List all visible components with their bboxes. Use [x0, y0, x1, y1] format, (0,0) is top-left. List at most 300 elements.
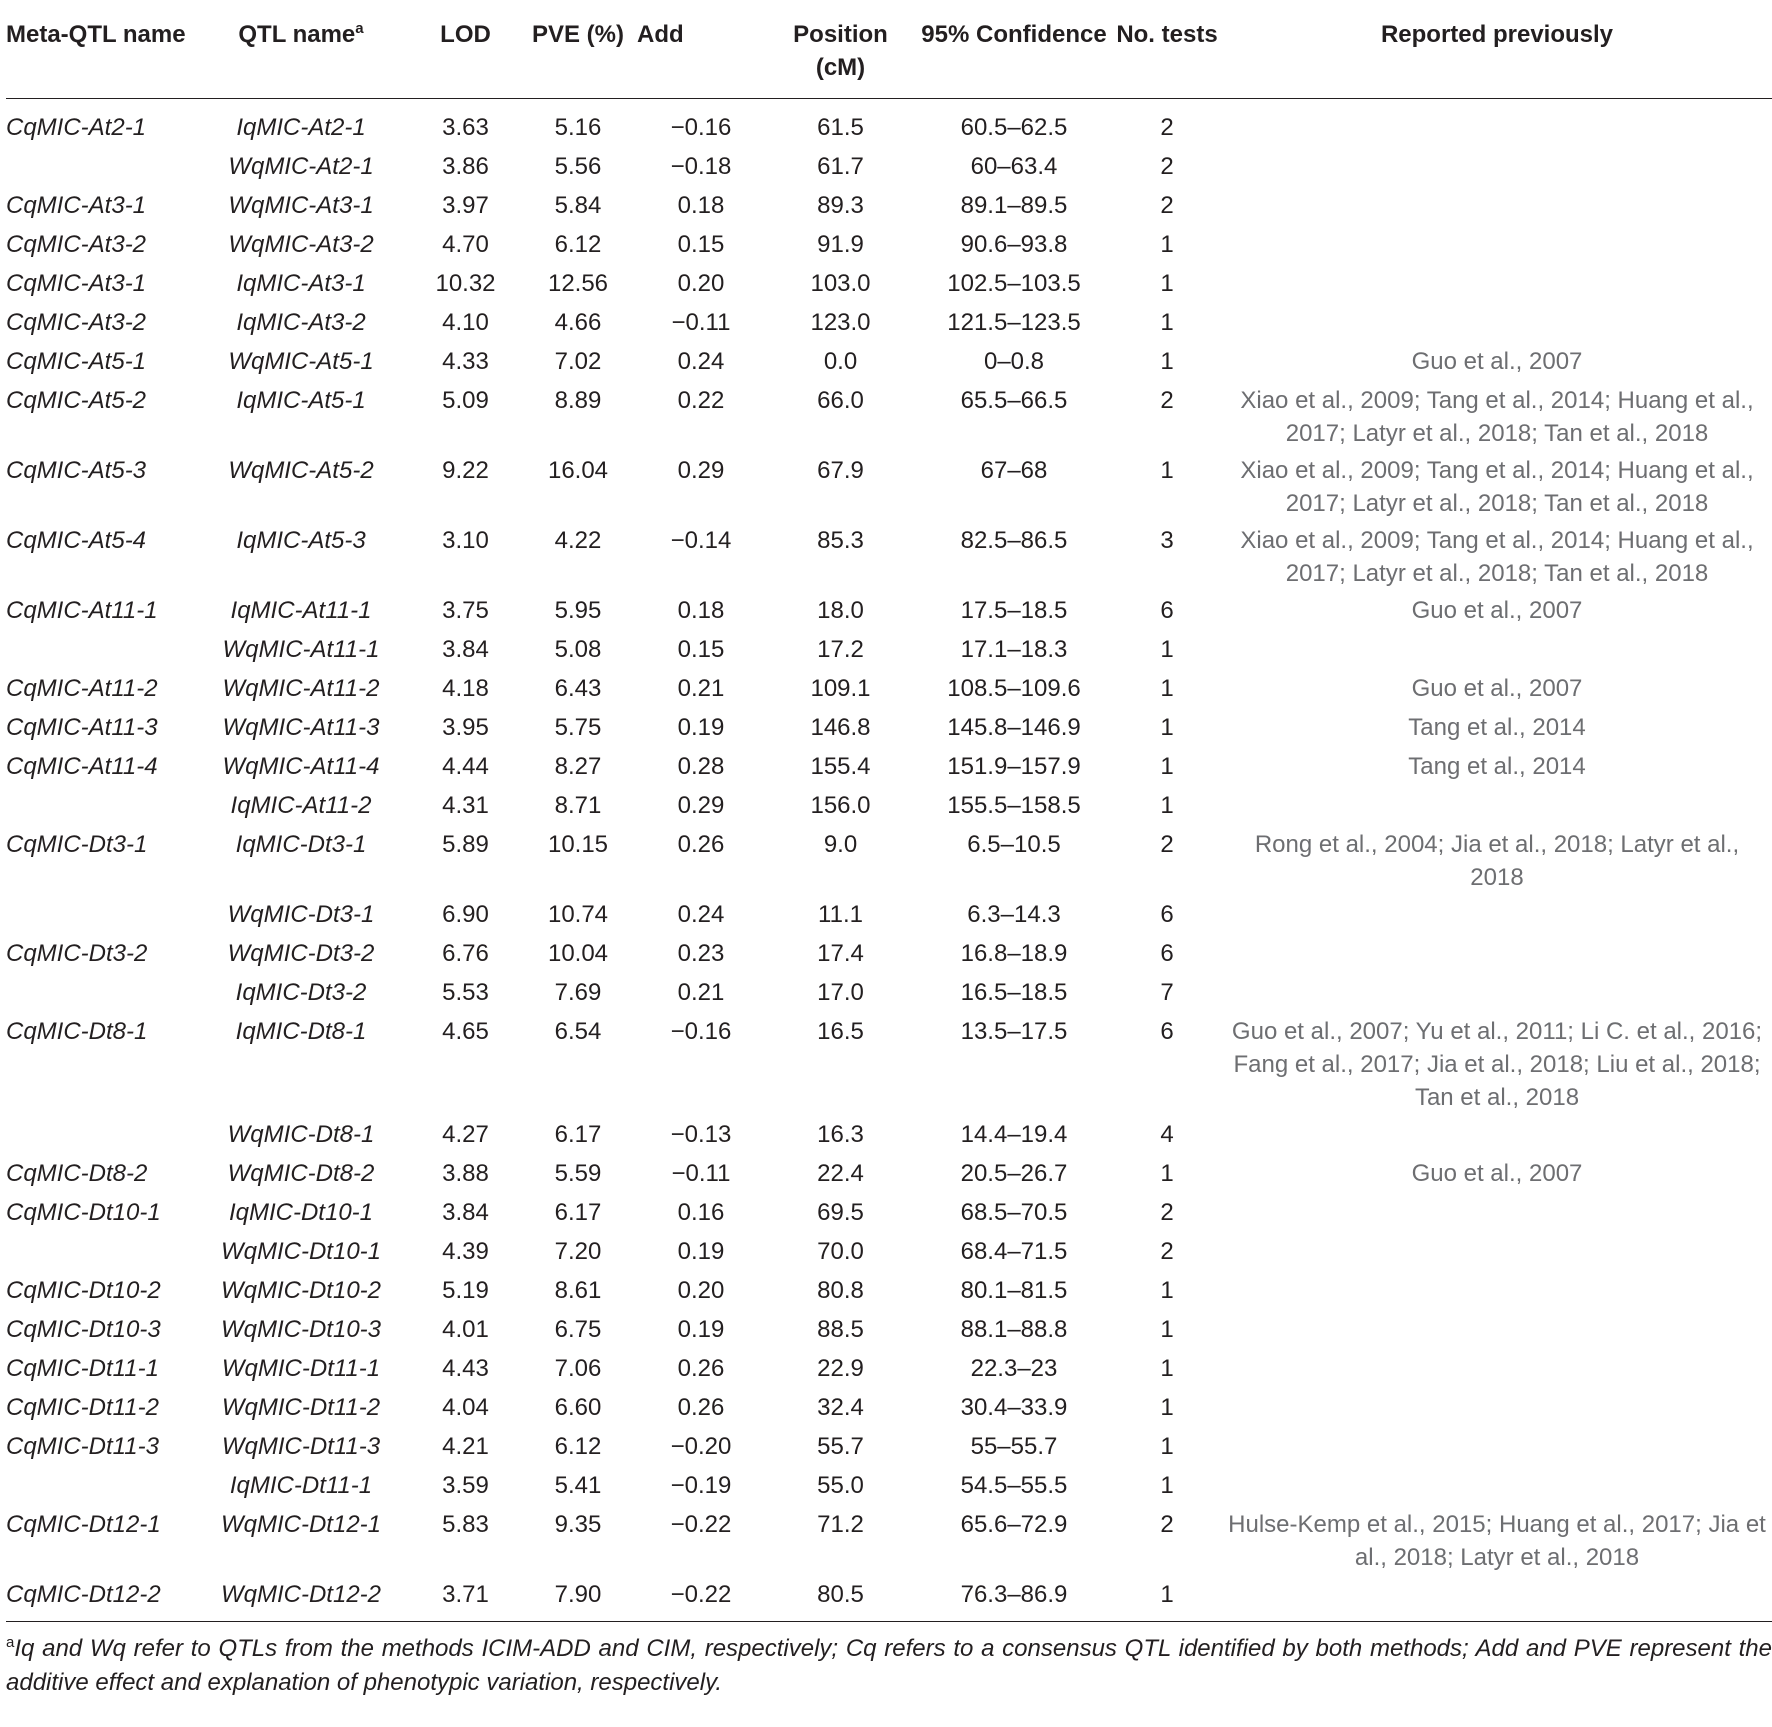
cell-meta-qtl-name	[6, 1233, 190, 1272]
header-qtl-name: QTL name$^a$	[190, 0, 412, 99]
table-row	[6, 452, 1772, 522]
table-row	[6, 1467, 1772, 1506]
cell-reported-previously: Tang et al., 2014	[1408, 753, 1586, 780]
cell-reported-previously	[1222, 148, 1772, 187]
cell-no-tests: 1	[1160, 231, 1174, 258]
cell-confidence: 82.5–86.5	[960, 527, 1068, 554]
cell-meta-qtl-name	[6, 974, 190, 1013]
cell-add: 0.19	[677, 1238, 725, 1265]
cell-meta-qtl-name	[6, 787, 190, 826]
cell-add: −0.13	[670, 1121, 732, 1148]
cell-qtl-name: WqMIC-Dt12-1	[220, 1511, 382, 1538]
cell-position: 55.7	[817, 1433, 864, 1460]
cell-lod: 3.84	[442, 636, 489, 663]
cell-meta-qtl-name: CqMIC-Dt3-2	[6, 940, 148, 967]
cell-lod: 4.65	[442, 1018, 489, 1045]
cell-add: 0.23	[677, 940, 725, 967]
cell-pve: 5.16	[554, 114, 602, 141]
cell-qtl-name: IqMIC-At11-2	[230, 792, 372, 819]
table-footnote	[6, 1632, 1772, 1700]
cell-position: 89.3	[817, 192, 864, 219]
cell-meta-qtl-name: CqMIC-Dt11-1	[6, 1355, 159, 1382]
footnote-text: Iq and Wq refer to QTLs from the methods ICIM-ADD and CIM, respectively; Cq refers to a consensus QTL identified by both methods; Add and PVE represent the additive effect and explanation of phenotypic variation, respectively.	[6, 1635, 1772, 1696]
cell-add: 0.24	[677, 901, 725, 928]
cell-no-tests: 6	[1160, 597, 1174, 624]
cell-no-tests: 2	[1160, 831, 1174, 858]
cell-qtl-name: IqMIC-At11-1	[230, 597, 372, 624]
cell-confidence: 67–68	[980, 457, 1048, 484]
header-confidence: 95% Confidence	[916, 0, 1112, 99]
cell-lod: 4.18	[442, 675, 489, 702]
cell-meta-qtl-name: CqMIC-At5-1	[6, 348, 147, 375]
cell-add: −0.22	[670, 1511, 732, 1538]
cell-no-tests: 7	[1160, 979, 1174, 1006]
cell-confidence: 65.6–72.9	[960, 1511, 1068, 1538]
table-row	[6, 709, 1772, 748]
cell-meta-qtl-name: CqMIC-At3-1	[6, 270, 147, 297]
cell-pve: 8.71	[554, 792, 602, 819]
cell-lod: 9.22	[442, 457, 489, 484]
cell-lod: 5.09	[442, 387, 489, 414]
cell-no-tests: 1	[1160, 270, 1174, 297]
cell-pve: 10.15	[547, 831, 609, 858]
cell-reported-previously: Guo et al., 2007; Yu et al., 2011; Li C. et al., 2016; Fang et al., 2017; Jia et al., 2018; Liu et al., 2018; Tan et al., 2018	[1231, 1018, 1763, 1111]
cell-meta-qtl-name: CqMIC-At5-3	[6, 457, 147, 484]
cell-meta-qtl-name: CqMIC-At2-1	[6, 114, 147, 141]
cell-meta-qtl-name	[6, 1467, 190, 1506]
cell-add: −0.22	[637, 1576, 765, 1622]
cell-confidence: 80.1–81.5	[960, 1277, 1068, 1304]
cell-qtl-name: IqMIC-Dt10-1	[228, 1199, 374, 1226]
table-row	[6, 1155, 1772, 1194]
cell-meta-qtl-name: CqMIC-At3-2	[6, 231, 147, 258]
cell-add: 0.22	[677, 387, 725, 414]
cell-meta-qtl-name: CqMIC-At3-1	[6, 192, 147, 219]
cell-lod: 4.70	[442, 231, 489, 258]
cell-pve: 5.59	[554, 1160, 602, 1187]
cell-confidence: 0–0.8	[983, 348, 1045, 375]
cell-reported-previously	[1222, 1350, 1772, 1389]
cell-no-tests: 2	[1160, 114, 1174, 141]
cell-reported-previously	[1222, 99, 1772, 149]
cell-lod: 4.33	[442, 348, 489, 375]
cell-meta-qtl-name	[6, 631, 190, 670]
table-row	[6, 896, 1772, 935]
cell-pve: 7.20	[554, 1238, 602, 1265]
cell-position: 85.3	[817, 527, 864, 554]
cell-pve: 8.27	[554, 753, 602, 780]
cell-position: 17.2	[817, 636, 864, 663]
table-row	[6, 592, 1772, 631]
cell-qtl-name: IqMIC-At2-1	[236, 114, 366, 141]
cell-pve: 9.35	[554, 1511, 602, 1538]
cell-add: 0.19	[677, 714, 725, 741]
cell-reported-previously: Guo et al., 2007	[1411, 675, 1583, 702]
cell-pve: 5.84	[554, 192, 602, 219]
cell-confidence: 88.1–88.8	[960, 1316, 1068, 1343]
cell-position: 70.0	[817, 1238, 864, 1265]
cell-confidence: 20.5–26.7	[960, 1160, 1068, 1187]
cell-no-tests: 1	[1160, 1355, 1174, 1382]
cell-meta-qtl-name: CqMIC-Dt3-1	[6, 831, 148, 858]
cell-lod: 4.04	[442, 1394, 489, 1421]
header-no-tests: No. tests	[1112, 0, 1222, 99]
cell-position: 156.0	[810, 792, 871, 819]
cell-qtl-name: IqMIC-At5-1	[236, 387, 366, 414]
cell-add: 0.18	[677, 192, 725, 219]
cell-no-tests: 1	[1160, 1472, 1174, 1499]
cell-add: 0.28	[677, 753, 725, 780]
cell-no-tests: 1	[1160, 636, 1174, 663]
cell-pve: 8.89	[554, 387, 602, 414]
table-row	[6, 1576, 1772, 1622]
table-row	[6, 522, 1772, 592]
cell-position: 91.9	[817, 231, 864, 258]
cell-qtl-name: WqMIC-Dt8-1	[227, 1121, 375, 1148]
table-row	[6, 787, 1772, 826]
table-row	[6, 631, 1772, 670]
cell-qtl-name: WqMIC-At3-2	[228, 231, 374, 258]
cell-meta-qtl-name: CqMIC-Dt11-2	[6, 1394, 159, 1421]
cell-qtl-name: WqMIC-At5-1	[228, 348, 374, 375]
header-position: Position (cM)	[765, 0, 916, 99]
cell-lod: 3.10	[442, 527, 489, 554]
header-add: Add	[637, 0, 765, 99]
table-row	[6, 826, 1772, 896]
cell-pve: 7.06	[554, 1355, 602, 1382]
cell-lod: 4.21	[442, 1433, 489, 1460]
cell-confidence: 68.5–70.5	[960, 1199, 1068, 1226]
cell-add: 0.29	[677, 457, 725, 484]
cell-no-tests: 1	[1160, 1277, 1174, 1304]
cell-reported-previously	[1222, 265, 1772, 304]
cell-meta-qtl-name: CqMIC-At11-4	[6, 753, 158, 780]
cell-confidence: 22.3–23	[970, 1355, 1058, 1382]
cell-add: 0.29	[677, 792, 725, 819]
cell-pve: 5.75	[554, 714, 602, 741]
cell-reported-previously: Xiao et al., 2009; Tang et al., 2014; Huang et al., 2017; Latyr et al., 2018; Tan et al., 2018	[1240, 527, 1754, 587]
cell-position: 80.8	[817, 1277, 864, 1304]
cell-qtl-name: WqMIC-Dt11-3	[221, 1433, 381, 1460]
cell-position: 155.4	[810, 753, 871, 780]
cell-pve: 7.02	[554, 348, 602, 375]
cell-confidence: 121.5–123.5	[947, 309, 1081, 336]
cell-reported-previously: Guo et al., 2007	[1411, 597, 1583, 624]
cell-qtl-name: WqMIC-Dt12-2	[190, 1576, 412, 1622]
cell-no-tests: 1	[1160, 792, 1174, 819]
cell-pve: 6.17	[554, 1199, 602, 1226]
table-row	[6, 148, 1772, 187]
cell-qtl-name: WqMIC-Dt11-2	[221, 1394, 381, 1421]
cell-confidence: 68.4–71.5	[960, 1238, 1068, 1265]
cell-reported-previously	[1222, 1272, 1772, 1311]
cell-pve: 5.56	[554, 153, 602, 180]
cell-add: 0.15	[677, 231, 725, 258]
cell-confidence: 155.5–158.5	[947, 792, 1081, 819]
cell-reported-previously	[1222, 1194, 1772, 1233]
cell-meta-qtl-name: CqMIC-Dt10-2	[6, 1277, 161, 1304]
cell-meta-qtl-name: CqMIC-Dt8-2	[6, 1160, 148, 1187]
cell-pve: 5.41	[554, 1472, 602, 1499]
header-pve: PVE (%)	[519, 0, 637, 99]
cell-confidence: 55–55.7	[970, 1433, 1058, 1460]
table-row	[6, 99, 1772, 149]
cell-position: 71.2	[817, 1511, 864, 1538]
cell-qtl-name: IqMIC-At5-3	[236, 527, 366, 554]
cell-reported-previously	[1222, 974, 1772, 1013]
cell-no-tests: 1	[1160, 348, 1174, 375]
cell-lod: 3.86	[442, 153, 489, 180]
cell-no-tests: 1	[1160, 309, 1174, 336]
cell-no-tests: 2	[1160, 387, 1174, 414]
cell-pve: 5.95	[554, 597, 602, 624]
cell-qtl-name: WqMIC-Dt10-3	[220, 1316, 382, 1343]
cell-position: 18.0	[817, 597, 864, 624]
cell-confidence: 65.5–66.5	[960, 387, 1068, 414]
cell-lod: 3.95	[442, 714, 489, 741]
cell-reported-previously	[1222, 187, 1772, 226]
cell-position: 17.4	[817, 940, 864, 967]
cell-no-tests: 1	[1160, 753, 1174, 780]
cell-qtl-name: WqMIC-Dt10-1	[220, 1238, 382, 1265]
cell-qtl-name: WqMIC-At2-1	[228, 153, 374, 180]
table-row	[6, 1013, 1772, 1116]
cell-reported-previously: Xiao et al., 2009; Tang et al., 2014; Huang et al., 2017; Latyr et al., 2018; Tan et al., 2018	[1240, 457, 1754, 517]
cell-position: 17.0	[817, 979, 864, 1006]
cell-pve: 5.08	[554, 636, 602, 663]
cell-lod: 5.89	[442, 831, 489, 858]
cell-no-tests: 2	[1160, 153, 1174, 180]
cell-reported-previously	[1222, 1576, 1772, 1622]
cell-position: 146.8	[810, 714, 871, 741]
cell-lod: 3.75	[442, 597, 489, 624]
cell-pve: 6.75	[554, 1316, 602, 1343]
table-row	[6, 974, 1772, 1013]
cell-no-tests: 2	[1160, 1511, 1174, 1538]
cell-reported-previously	[1222, 304, 1772, 343]
cell-position: 109.1	[810, 675, 871, 702]
cell-reported-previously	[1222, 1467, 1772, 1506]
cell-position: 67.9	[817, 457, 864, 484]
cell-pve: 16.04	[547, 457, 609, 484]
cell-confidence: 14.4–19.4	[960, 1121, 1068, 1148]
cell-confidence: 151.9–157.9	[947, 753, 1081, 780]
cell-qtl-name: IqMIC-Dt11-1	[229, 1472, 373, 1499]
table-row	[6, 1233, 1772, 1272]
table-row	[6, 1311, 1772, 1350]
cell-lod: 6.90	[442, 901, 489, 928]
cell-confidence: 16.5–18.5	[960, 979, 1068, 1006]
cell-lod: 4.43	[442, 1355, 489, 1382]
cell-lod: 4.10	[442, 309, 489, 336]
cell-lod: 5.53	[442, 979, 489, 1006]
cell-reported-previously: Guo et al., 2007	[1411, 1160, 1583, 1187]
cell-no-tests: 4	[1160, 1121, 1174, 1148]
cell-meta-qtl-name: CqMIC-At11-3	[6, 714, 158, 741]
cell-position: 103.0	[810, 270, 871, 297]
cell-reported-previously: Hulse-Kemp et al., 2015; Huang et al., 2017; Jia et al., 2018; Latyr et al., 2018	[1228, 1511, 1766, 1571]
cell-no-tests: 6	[1160, 1018, 1174, 1045]
cell-lod: 4.27	[442, 1121, 489, 1148]
cell-qtl-name: WqMIC-Dt8-2	[227, 1160, 375, 1187]
cell-add: 0.26	[677, 1355, 725, 1382]
cell-lod: 3.59	[442, 1472, 489, 1499]
cell-pve: 8.61	[554, 1277, 602, 1304]
table-row	[6, 1272, 1772, 1311]
cell-qtl-name: WqMIC-At11-3	[222, 714, 380, 741]
cell-position: 11.1	[818, 901, 863, 928]
table-row	[6, 1506, 1772, 1576]
cell-qtl-name: IqMIC-Dt8-1	[235, 1018, 367, 1045]
cell-lod: 10.32	[435, 270, 496, 297]
cell-reported-previously	[1222, 1233, 1772, 1272]
cell-no-tests: 2	[1160, 192, 1174, 219]
cell-add: 0.21	[677, 979, 725, 1006]
cell-qtl-name: WqMIC-At11-1	[222, 636, 380, 663]
cell-pve: 12.56	[547, 270, 609, 297]
cell-qtl-name: IqMIC-At3-2	[236, 309, 366, 336]
cell-reported-previously	[1222, 787, 1772, 826]
cell-meta-qtl-name: CqMIC-Dt10-3	[6, 1316, 161, 1343]
cell-add: 0.21	[677, 675, 725, 702]
cell-meta-qtl-name: CqMIC-Dt10-1	[6, 1199, 161, 1226]
cell-no-tests: 1	[1160, 1160, 1174, 1187]
cell-reported-previously: Rong et al., 2004; Jia et al., 2018; Latyr et al., 2018	[1254, 831, 1740, 891]
cell-meta-qtl-name: CqMIC-At11-2	[6, 675, 158, 702]
cell-qtl-name: WqMIC-Dt10-2	[220, 1277, 382, 1304]
cell-add: −0.11	[671, 309, 731, 336]
cell-reported-previously	[1222, 631, 1772, 670]
cell-position: 22.4	[817, 1160, 864, 1187]
cell-position: 16.3	[817, 1121, 864, 1148]
cell-position: 88.5	[817, 1316, 864, 1343]
table-row	[6, 1428, 1772, 1467]
cell-qtl-name: IqMIC-Dt3-1	[235, 831, 367, 858]
cell-add: 0.20	[677, 1277, 725, 1304]
cell-pve: 6.60	[554, 1394, 602, 1421]
cell-position: 55.0	[817, 1472, 864, 1499]
cell-no-tests: 2	[1160, 1238, 1174, 1265]
cell-confidence: 16.8–18.9	[960, 940, 1068, 967]
cell-pve: 6.43	[554, 675, 602, 702]
cell-add: −0.14	[670, 527, 732, 554]
cell-confidence: 17.1–18.3	[960, 636, 1068, 663]
cell-no-tests: 1	[1160, 1394, 1174, 1421]
cell-pve: 10.04	[547, 940, 609, 967]
cell-position: 9.0	[823, 831, 858, 858]
cell-qtl-name: WqMIC-Dt3-2	[227, 940, 375, 967]
cell-no-tests: 6	[1160, 940, 1174, 967]
header-meta-qtl-name: Meta-QTL name	[6, 0, 190, 99]
cell-meta-qtl-name	[6, 1116, 190, 1155]
cell-position: 61.5	[817, 114, 864, 141]
cell-lod: 3.71	[412, 1576, 519, 1622]
cell-add: −0.19	[670, 1472, 732, 1499]
cell-reported-previously: Tang et al., 2014	[1408, 714, 1586, 741]
cell-add: 0.26	[677, 831, 725, 858]
footnote-marker: a	[6, 1634, 15, 1651]
cell-lod: 3.88	[442, 1160, 489, 1187]
header-lod: LOD	[412, 0, 519, 99]
cell-position: 0.0	[823, 348, 858, 375]
cell-meta-qtl-name	[6, 896, 190, 935]
cell-confidence: 108.5–109.6	[947, 675, 1081, 702]
cell-confidence: 17.5–18.5	[960, 597, 1068, 624]
cell-qtl-name: WqMIC-At3-1	[228, 192, 374, 219]
cell-pve: 7.90	[519, 1576, 637, 1622]
cell-lod: 4.39	[442, 1238, 489, 1265]
cell-meta-qtl-name: CqMIC-At5-4	[6, 527, 147, 554]
cell-no-tests: 6	[1160, 901, 1174, 928]
cell-reported-previously	[1222, 226, 1772, 265]
table-body	[6, 99, 1772, 1622]
cell-position: 22.9	[817, 1355, 864, 1382]
cell-confidence: 76.3–86.9	[916, 1576, 1112, 1622]
cell-add: 0.20	[677, 270, 725, 297]
cell-qtl-name: IqMIC-Dt3-2	[235, 979, 367, 1006]
cell-meta-qtl-name: CqMIC-At5-2	[6, 387, 147, 414]
cell-no-tests: 1	[1160, 457, 1174, 484]
cell-position: 80.5	[765, 1576, 916, 1622]
meta-qtl-table	[6, 0, 1772, 1622]
cell-confidence: 60–63.4	[970, 153, 1058, 180]
cell-add: 0.24	[677, 348, 725, 375]
cell-reported-previously: Guo et al., 2007	[1411, 348, 1583, 375]
cell-lod: 5.19	[442, 1277, 489, 1304]
cell-no-tests: 1	[1112, 1576, 1222, 1622]
cell-qtl-name: WqMIC-At11-2	[222, 675, 380, 702]
cell-confidence: 145.8–146.9	[947, 714, 1081, 741]
cell-add: 0.16	[677, 1199, 725, 1226]
cell-pve: 6.17	[554, 1121, 602, 1148]
cell-add: −0.16	[670, 1018, 732, 1045]
table-header-row	[6, 0, 1772, 99]
header-reported-previously: Reported previously	[1222, 0, 1772, 99]
cell-confidence: 89.1–89.5	[960, 192, 1068, 219]
cell-confidence: 54.5–55.5	[960, 1472, 1068, 1499]
cell-reported-previously	[1222, 896, 1772, 935]
cell-meta-qtl-name: CqMIC-Dt11-3	[6, 1433, 159, 1460]
table-row	[6, 382, 1772, 452]
cell-no-tests: 2	[1160, 1199, 1174, 1226]
cell-position: 61.7	[817, 153, 864, 180]
table-row	[6, 343, 1772, 382]
cell-pve: 6.54	[554, 1018, 602, 1045]
cell-add: 0.19	[677, 1316, 725, 1343]
cell-position: 66.0	[817, 387, 864, 414]
cell-reported-previously	[1222, 1116, 1772, 1155]
cell-position: 123.0	[810, 309, 871, 336]
cell-reported-previously: Xiao et al., 2009; Tang et al., 2014; Huang et al., 2017; Latyr et al., 2018; Tan et al., 2018	[1240, 387, 1754, 447]
cell-qtl-name: WqMIC-At5-2	[228, 457, 374, 484]
cell-confidence: 6.3–14.3	[967, 901, 1061, 928]
cell-meta-qtl-name: CqMIC-Dt12-2	[6, 1576, 190, 1622]
cell-qtl-name: IqMIC-At3-1	[236, 270, 366, 297]
cell-reported-previously	[1222, 935, 1772, 974]
cell-pve: 6.12	[554, 1433, 602, 1460]
cell-position: 16.5	[817, 1018, 864, 1045]
cell-position: 32.4	[817, 1394, 864, 1421]
cell-lod: 3.63	[442, 114, 489, 141]
cell-no-tests: 1	[1160, 675, 1174, 702]
cell-lod: 4.01	[442, 1316, 489, 1343]
cell-add: −0.18	[670, 153, 732, 180]
table-row	[6, 187, 1772, 226]
cell-pve: 6.12	[554, 231, 602, 258]
cell-confidence: 30.4–33.9	[960, 1394, 1068, 1421]
cell-qtl-name: WqMIC-Dt3-1	[227, 901, 375, 928]
cell-no-tests: 1	[1160, 1433, 1174, 1460]
